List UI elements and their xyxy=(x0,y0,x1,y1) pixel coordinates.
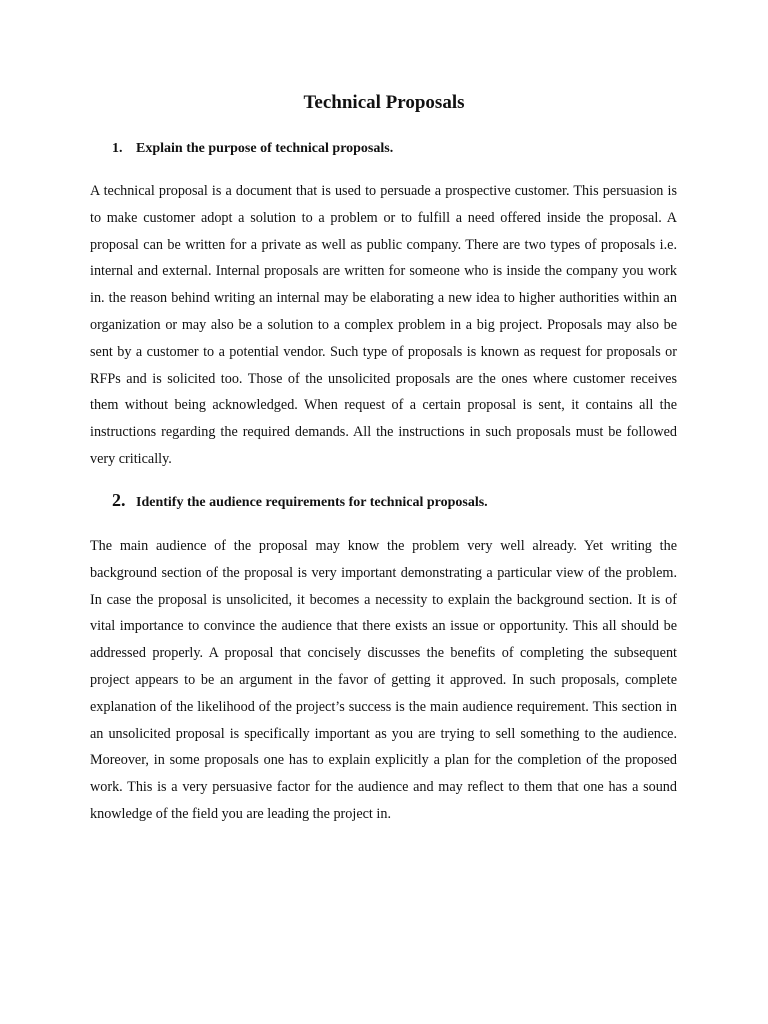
document-title: Technical Proposals xyxy=(303,92,465,113)
section-heading-text-2: Identify the audience requirements for technical proposals. xyxy=(136,495,488,510)
section-number-1: 1. xyxy=(112,141,123,156)
section-heading-2 xyxy=(90,490,488,511)
section-body-1: A technical proposal is a document that is used to persuade a prospective customer. This persuasion is to make customer adopt a solution to a problem or to fulfill a need offered inside the proposal. A proposal can be written for a private as well as public company. There are two types of proposals i.e. internal and external. Internal proposals are written for someone who is inside the company you work in. the reason behind writing an internal may be elaborating a new idea to higher authorities within an organization or may also be a solution to a complex problem in a big project. Proposals may also be sent by a customer to a potential vendor. Such type of proposals is known as request for proposals or RFPs and is solicited too. Those of the unsolicited proposals are the ones where customer receives them without being acknowledged. When request of a certain proposal is sent, it contains all the instructions regarding the required demands. All the instructions in such proposals must be followed very critically. xyxy=(90,183,677,467)
section-heading-text-1: Explain the purpose of technical proposals. xyxy=(136,141,394,156)
section-number-2: 2. xyxy=(112,490,126,510)
section-heading-1 xyxy=(90,141,393,157)
section-body-2: The main audience of the proposal may know the problem very well already. Yet writing the background section of the proposal is very important demonstrating a particular view of the problem. In case the proposal is unsolicited, it becomes a necessity to explain the background section. It is of vital importance to convince the audience that there exists an issue or opportunity. This all should be addressed properly. A proposal that concisely discusses the benefits of completing the subsequent project appears to be an argument in the favor of getting it approved. In such proposals, complete explanation of the likelihood of the project’s success is the main audience requirement. This section in an unsolicited proposal is specifically important as you are trying to sell something to the audience. Moreover, in some proposals one has to explain explicitly a plan for the completion of the proposed work. This is a very persuasive factor for the audience and may reflect to them that one has a sound knowledge of the field you are leading the project in. xyxy=(90,538,677,822)
